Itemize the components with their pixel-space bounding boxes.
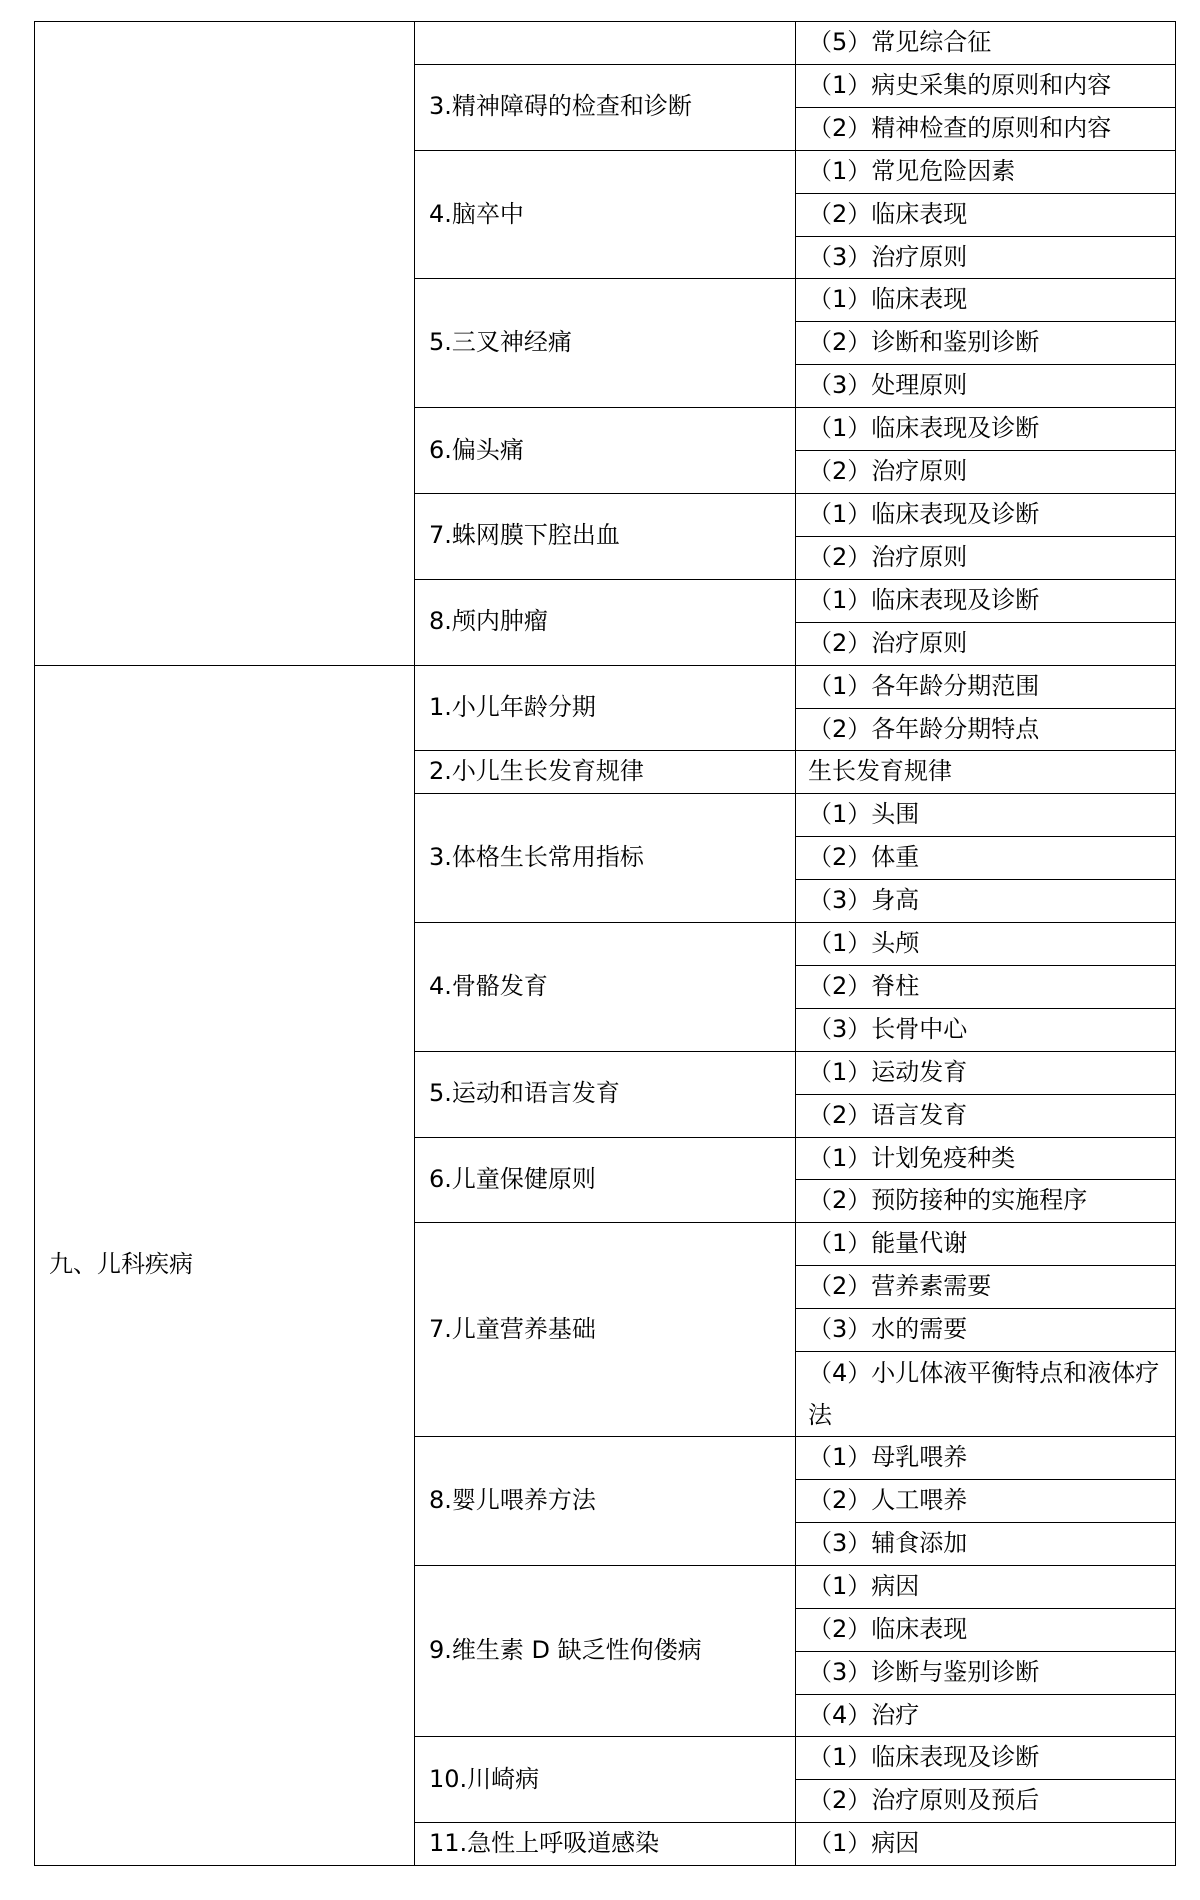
subtopic-cell: （2）治疗原则 [796,451,1176,494]
subtopic-cell: （2）诊断和鉴别诊断 [796,322,1176,365]
subtopic-cell: （2）营养素需要 [796,1266,1176,1309]
subtopic-cell: （1）临床表现 [796,279,1176,322]
topic-cell: 10.川崎病 [415,1737,796,1823]
subtopic-cell: （3）长骨中心 [796,1008,1176,1051]
subtopic-cell: （2）脊柱 [796,965,1176,1008]
topic-cell: 9.维生素 D 缺乏性佝偻病 [415,1565,796,1737]
subtopic-cell: （1）各年龄分期范围 [796,665,1176,708]
subtopic-cell: （3）治疗原则 [796,236,1176,279]
topic-cell: 5.三叉神经痛 [415,279,796,408]
subtopic-cell: （1）能量代谢 [796,1223,1176,1266]
topic-cell: 2.小儿生长发育规律 [415,751,796,794]
category-cell: 九、儿科疾病 [35,665,415,1866]
subtopic-cell: （1）常见危险因素 [796,150,1176,193]
topic-cell: 7.蛛网膜下腔出血 [415,493,796,579]
topic-cell: 11.急性上呼吸道感染 [415,1823,796,1866]
subtopic-cell: （4）小儿体液平衡特点和液体疗法 [796,1352,1176,1437]
topic-cell: 4.脑卒中 [415,150,796,279]
syllabus-table [34,21,1176,1866]
subtopic-cell: （2）人工喂养 [796,1480,1176,1523]
subtopic-cell: （3）水的需要 [796,1309,1176,1352]
subtopic-cell: （1）母乳喂养 [796,1437,1176,1480]
subtopic-cell: （1）头颅 [796,923,1176,966]
subtopic-cell: （1）临床表现及诊断 [796,493,1176,536]
table-row [35,22,1176,65]
subtopic-cell: （3）诊断与鉴别诊断 [796,1651,1176,1694]
subtopic-cell: （1）病因 [796,1823,1176,1866]
topic-cell: 6.儿童保健原则 [415,1137,796,1223]
topic-cell: 8.婴儿喂养方法 [415,1437,796,1566]
topic-cell: 4.骨骼发育 [415,923,796,1052]
subtopic-cell: 生长发育规律 [796,751,1176,794]
subtopic-cell: （2）治疗原则及预后 [796,1780,1176,1823]
subtopic-cell: （1）计划免疫种类 [796,1137,1176,1180]
topic-cell: 1.小儿年龄分期 [415,665,796,751]
subtopic-cell: （3）身高 [796,880,1176,923]
subtopic-cell: （3）辅食添加 [796,1522,1176,1565]
subtopic-cell: （5）常见综合征 [796,22,1176,65]
subtopic-cell: （2）预防接种的实施程序 [796,1180,1176,1223]
subtopic-cell: （1）临床表现及诊断 [796,408,1176,451]
subtopic-cell: （2）体重 [796,837,1176,880]
topic-cell: 3.精神障碍的检查和诊断 [415,64,796,150]
subtopic-cell: （2）语言发育 [796,1094,1176,1137]
subtopic-cell: （2）治疗原则 [796,536,1176,579]
topic-cell [415,22,796,65]
subtopic-cell: （1）病因 [796,1565,1176,1608]
subtopic-cell: （2）临床表现 [796,1608,1176,1651]
topic-cell: 7.儿童营养基础 [415,1223,796,1437]
topic-cell: 5.运动和语言发育 [415,1051,796,1137]
subtopic-cell: （1）临床表现及诊断 [796,1737,1176,1780]
subtopic-cell: （2）临床表现 [796,193,1176,236]
subtopic-cell: （3）处理原则 [796,365,1176,408]
table-row [35,665,1176,708]
topic-cell: 3.体格生长常用指标 [415,794,796,923]
subtopic-cell: （2）精神检查的原则和内容 [796,107,1176,150]
topic-cell: 6.偏头痛 [415,408,796,494]
subtopic-cell: （2）治疗原则 [796,622,1176,665]
subtopic-cell: （4）治疗 [796,1694,1176,1737]
topic-cell: 8.颅内肿瘤 [415,579,796,665]
subtopic-cell: （1）运动发育 [796,1051,1176,1094]
subtopic-cell: （1）临床表现及诊断 [796,579,1176,622]
subtopic-cell: （1）病史采集的原则和内容 [796,64,1176,107]
subtopic-cell: （2）各年龄分期特点 [796,708,1176,751]
category-cell [35,22,415,666]
subtopic-cell: （1）头围 [796,794,1176,837]
